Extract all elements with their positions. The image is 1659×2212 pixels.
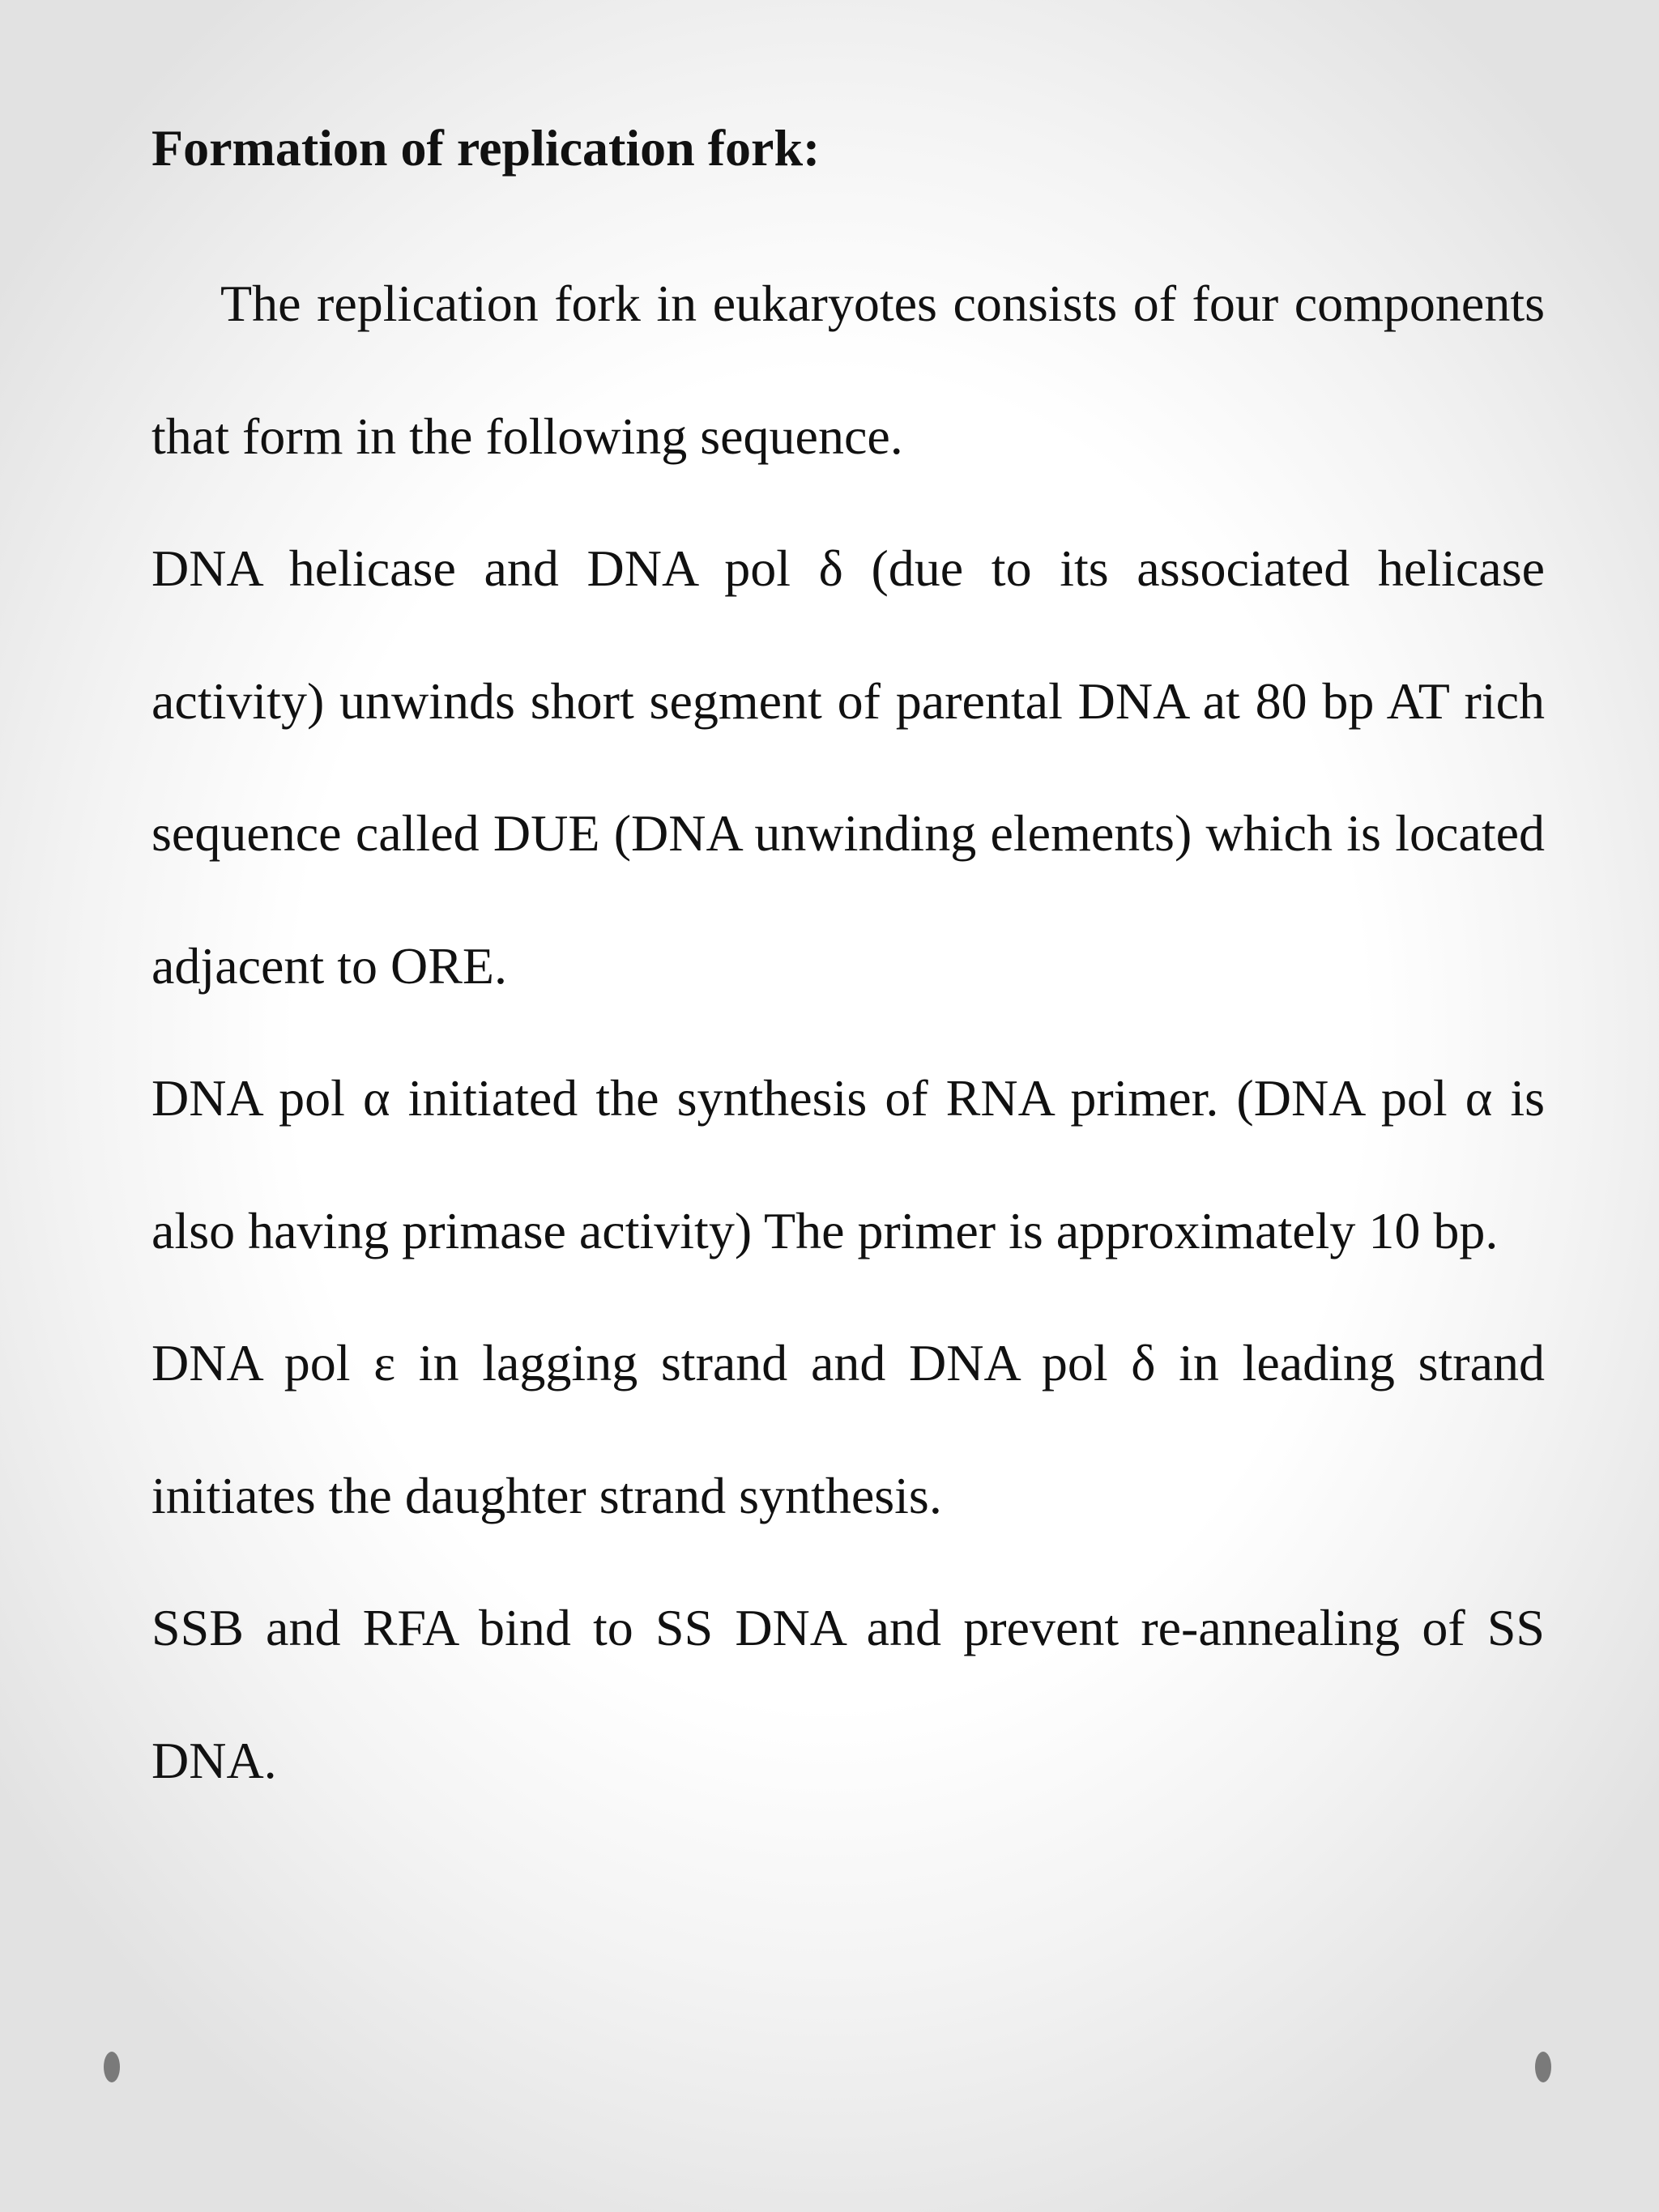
paragraph-helicase: DNA helicase and DNA pol δ (due to its associated helicase activity) unwinds short segment of parental DNA at 80 bp AT rich sequence called DUE (DNA unwinding elements) which is located adjacent to ORE. xyxy=(151,539,1545,995)
slide-heading: Formation of replication fork: xyxy=(151,119,821,177)
left-dot-icon xyxy=(104,2052,120,2082)
slide-body xyxy=(151,237,1545,1826)
paragraph-primer: DNA pol α initiated the synthesis of RNA primer. (DNA pol α is also having primase activity) The primer is approximately 10 bp. xyxy=(151,1069,1545,1259)
paragraph-polymerases: DNA pol ε in lagging strand and DNA pol δ in leading strand initiates the daughter strand synthesis. xyxy=(151,1334,1546,1524)
paragraph-intro: The replication fork in eukaryotes consists of four components that form in the following sequence. xyxy=(151,275,1545,465)
paragraph-ssb: SSB and RFA bind to SS DNA and prevent re-annealing of SS DNA. xyxy=(151,1599,1545,1789)
right-dot-icon xyxy=(1535,2052,1551,2082)
